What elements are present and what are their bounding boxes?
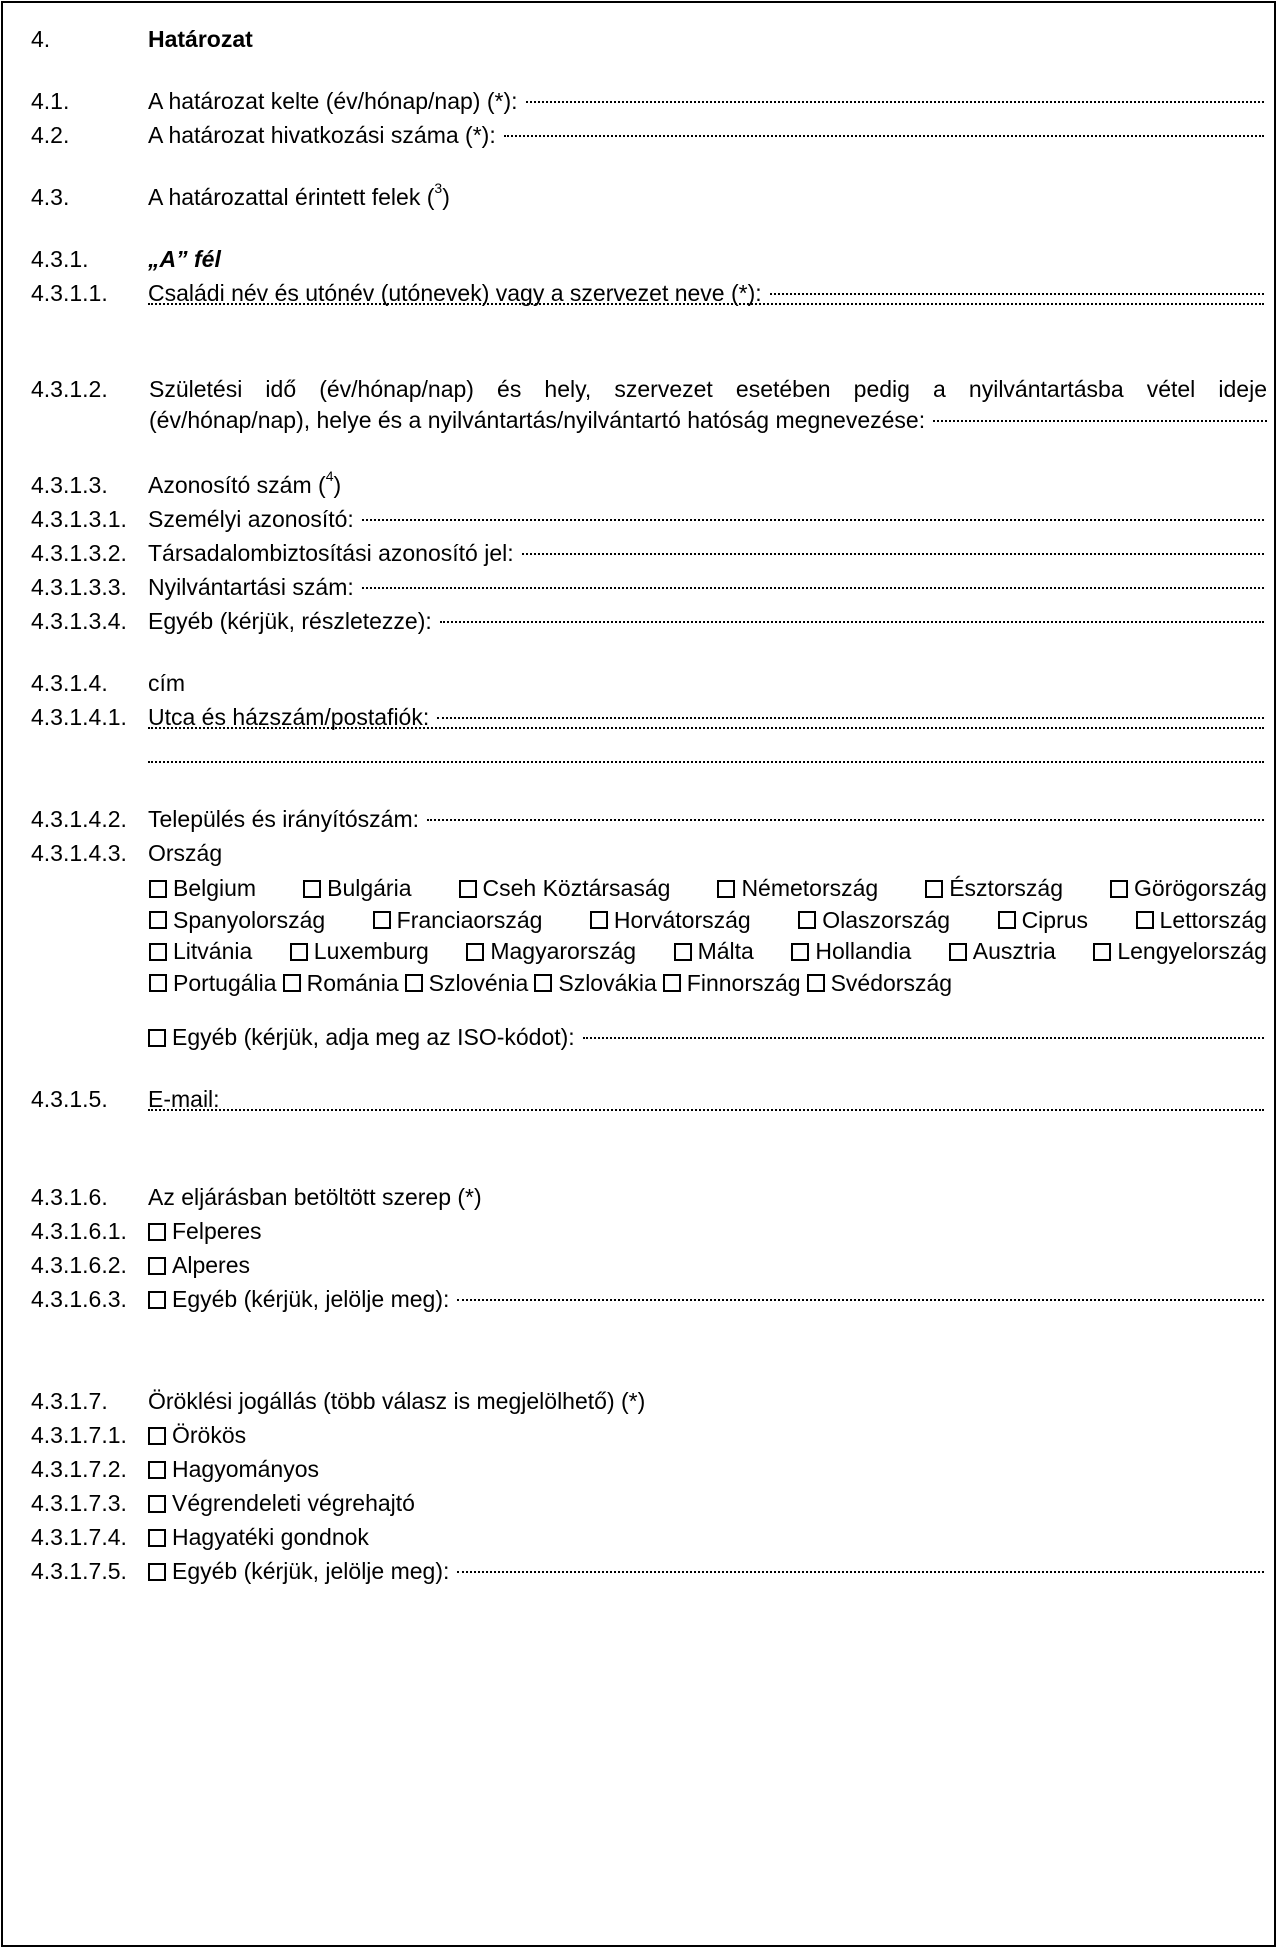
country-checkbox[interactable] (534, 974, 552, 992)
country-label: Horvátország (613, 906, 751, 933)
name-label: Családi név és utónév (utónevek) vagy a szervezet neve (*): (148, 280, 762, 306)
name-field[interactable] (770, 293, 1264, 295)
country-option[interactable] (149, 936, 252, 968)
row-number: 4.3. (31, 184, 70, 210)
country-checkbox[interactable] (373, 911, 391, 929)
decision-date-field[interactable] (526, 101, 1265, 103)
parties-heading (3, 179, 1274, 215)
row-number: 4.3.1.3. (31, 472, 108, 498)
city-row (3, 801, 1274, 837)
street-field[interactable] (437, 717, 1264, 719)
social-security-field[interactable] (522, 553, 1264, 555)
country-option[interactable] (590, 905, 751, 937)
country-label: Litvánia (173, 938, 253, 964)
country-option[interactable] (405, 968, 529, 1000)
country-option[interactable] (149, 968, 277, 1000)
role-option-plaintiff (3, 1213, 1274, 1249)
row-number: 4.3.1.6.1. (31, 1218, 127, 1244)
section-number: 4. (31, 26, 51, 52)
heir-label: Örökös (172, 1422, 247, 1448)
id-number-label: Azonosító szám ($^4$) (148, 468, 342, 498)
country-label: Svédország (830, 969, 953, 996)
country-label: Észtország (949, 875, 1063, 901)
row-number: 4.3.1.2. (31, 376, 108, 402)
country-checkbox[interactable] (290, 943, 308, 961)
country-checkbox[interactable] (149, 880, 167, 898)
party-a-title: „A” fél (148, 246, 221, 272)
country-option[interactable] (807, 968, 952, 1000)
country-other-checkbox[interactable] (148, 1029, 166, 1047)
country-label: Lettország (1159, 906, 1267, 933)
country-checkbox[interactable] (303, 880, 321, 898)
country-label: Bulgária (327, 875, 412, 901)
row-number: 4.3.1.6. (31, 1184, 108, 1210)
country-checkbox[interactable] (149, 943, 167, 961)
parties-label: A határozattal érintett felek ($^3$) (148, 180, 450, 210)
inheritance-other-checkbox[interactable] (148, 1563, 166, 1581)
inheritance-heading (3, 1383, 1274, 1419)
personal-id-row (3, 501, 1274, 537)
decision-ref-field[interactable] (504, 135, 1264, 137)
country-checkbox[interactable] (798, 911, 816, 929)
row-number: 4.3.1.3.4. (31, 608, 127, 634)
row-number: 4.3.1.3.3. (31, 574, 127, 600)
country-row (149, 968, 1267, 1000)
country-label: Ciprus (1021, 906, 1089, 933)
country-option[interactable] (466, 936, 636, 968)
street-field-line-2[interactable] (148, 727, 1264, 729)
administrator-checkbox[interactable] (148, 1529, 166, 1547)
country-row (149, 873, 1267, 905)
country-label: Németország (741, 875, 879, 901)
other-id-label: Egyéb (kérjük, részletezze): (148, 608, 432, 634)
country-label: Szlovénia (428, 969, 529, 996)
country-option[interactable] (949, 936, 1056, 968)
inheritance-other-field[interactable] (457, 1571, 1264, 1573)
country-checkbox[interactable] (1093, 943, 1111, 961)
row-number: 4.3.1.3.2. (31, 540, 127, 566)
country-label: Spanyolország (173, 906, 326, 933)
address-heading (3, 665, 1274, 701)
country-option[interactable] (149, 905, 325, 937)
country-option[interactable] (283, 968, 399, 1000)
country-label: Ausztria (972, 938, 1056, 964)
street-field-line-3[interactable] (148, 761, 1264, 763)
row-number: 4.3.1.6.3. (31, 1286, 127, 1312)
country-row (149, 905, 1267, 937)
row-number: 4.3.1.7. (31, 1388, 108, 1414)
email-field[interactable] (148, 1109, 1264, 1111)
row-number: 4.2. (31, 122, 70, 148)
city-field[interactable] (427, 819, 1264, 821)
decision-ref-row (3, 117, 1274, 153)
name-row-continuation (3, 309, 1274, 345)
inheritance-option-administrator (3, 1519, 1274, 1555)
inheritance-label: Öröklési jogállás (több válasz is megjelölhető) (*) (148, 1388, 646, 1414)
decision-form (1, 1, 1276, 1947)
birth-label-line-1: Születési idő (év/hónap/nap) és hely, szervezet esetében pedig a nyilvántartásba vétel ideje (149, 376, 1267, 402)
row-number: 4.3.1.4.3. (31, 840, 127, 866)
legatee-label: Hagyományos (172, 1456, 320, 1482)
social-security-label: Társadalombiztosítási azonosító jel: (148, 540, 514, 566)
country-checkbox[interactable] (466, 943, 484, 961)
country-label: Románia (306, 969, 399, 996)
email-heading (3, 1081, 1274, 1117)
city-label: Település és irányítószám: (148, 806, 420, 832)
decision-date-row (3, 83, 1274, 119)
country-option[interactable] (1110, 873, 1267, 905)
country-label: Franciaország (396, 906, 543, 933)
address-label: cím (148, 670, 186, 696)
name-row (3, 275, 1274, 311)
country-label: Málta (697, 938, 754, 964)
country-option[interactable] (663, 968, 801, 1000)
country-heading (3, 835, 1274, 871)
role-option-defendant (3, 1247, 1274, 1283)
registration-number-row (3, 569, 1274, 605)
inheritance-option-executor (3, 1485, 1274, 1521)
plaintiff-checkbox[interactable] (148, 1223, 166, 1241)
row-number: 4.3.1.4.1. (31, 704, 127, 730)
heir-checkbox[interactable] (148, 1427, 166, 1445)
country-checkbox[interactable] (925, 880, 943, 898)
other-id-field[interactable] (440, 621, 1264, 623)
other-id-row (3, 603, 1274, 639)
decision-ref-label: A határozat hivatkozási száma (*): (148, 122, 496, 148)
row-number: 4.3.1.6.2. (31, 1252, 127, 1278)
country-checkbox[interactable] (405, 974, 423, 992)
country-checkbox[interactable] (283, 974, 301, 992)
party-a-heading (3, 241, 1274, 277)
row-number: 4.3.1.7.5. (31, 1558, 127, 1584)
street-row-continuation (3, 733, 1274, 769)
executor-label: Végrendeleti végrehajtó (172, 1490, 415, 1516)
role-other-checkbox[interactable] (148, 1291, 166, 1309)
country-checkbox[interactable] (149, 974, 167, 992)
country-label: Olaszország (822, 906, 951, 933)
country-checkbox[interactable] (717, 880, 735, 898)
registration-number-field[interactable] (362, 587, 1264, 589)
country-checkbox[interactable] (807, 974, 825, 992)
decision-date-label: A határozat kelte (év/hónap/nap) (*): (148, 88, 518, 114)
role-other-field[interactable] (457, 1299, 1264, 1301)
row-number: 4.3.1.4. (31, 670, 108, 696)
country-label: Finnország (686, 969, 801, 996)
country-label: Hollandia (815, 938, 912, 964)
inheritance-option-heir (3, 1417, 1274, 1453)
country-checkbox[interactable] (149, 911, 167, 929)
executor-checkbox[interactable] (148, 1495, 166, 1513)
country-option[interactable] (798, 905, 950, 937)
country-option[interactable] (373, 905, 543, 937)
country-row (149, 936, 1267, 968)
country-checkbox[interactable] (459, 880, 477, 898)
personal-id-field[interactable] (362, 519, 1264, 521)
country-checkbox[interactable] (998, 911, 1016, 929)
country-option[interactable] (149, 873, 256, 905)
country-other-label: Egyéb (kérjük, adja meg az ISO-kódot): (148, 1019, 575, 1055)
role-other-label: Egyéb (kérjük, jelölje meg): (172, 1286, 450, 1312)
role-label: Az eljárásban betöltött szerep (*) (148, 1184, 482, 1210)
country-option[interactable] (290, 936, 429, 968)
row-number: 4.3.1.3.1. (31, 506, 127, 532)
country-checkbox[interactable] (663, 974, 681, 992)
country-option[interactable] (925, 873, 1063, 905)
row-number: 4.3.1.4.2. (31, 806, 127, 832)
inheritance-option-legatee (3, 1451, 1274, 1487)
country-option[interactable] (303, 873, 411, 905)
country-checkbox[interactable] (949, 943, 967, 961)
country-checkbox[interactable] (1136, 911, 1154, 929)
name-field-line-2[interactable] (148, 303, 1264, 305)
defendant-label: Alperes (172, 1252, 250, 1278)
section-title: Határozat (148, 26, 253, 52)
country-option[interactable] (674, 936, 754, 968)
row-number: 4.3.1. (31, 246, 89, 272)
row-number: 4.3.1.7.2. (31, 1456, 127, 1482)
registration-number-label: Nyilvántartási szám: (148, 574, 354, 600)
section-heading (3, 21, 1274, 57)
country-checkbox[interactable] (1110, 880, 1128, 898)
country-option[interactable] (534, 968, 656, 1000)
country-option[interactable] (717, 873, 878, 905)
footnote-ref: 3 (434, 180, 443, 196)
street-row (3, 699, 1274, 735)
legatee-checkbox[interactable] (148, 1461, 166, 1479)
row-number: 4.1. (31, 88, 70, 114)
country-option[interactable] (791, 936, 911, 968)
country-other-field[interactable] (583, 1037, 1264, 1039)
row-number: 4.3.1.1. (31, 280, 108, 306)
plaintiff-label: Felperes (172, 1218, 262, 1244)
country-option[interactable] (998, 905, 1088, 937)
country-label: Szlovákia (558, 969, 657, 996)
country-checkbox[interactable] (590, 911, 608, 929)
country-option[interactable] (459, 873, 671, 905)
id-number-heading (3, 467, 1274, 503)
role-heading (3, 1179, 1274, 1215)
country-checkbox-group (149, 873, 1267, 999)
social-security-row (3, 535, 1274, 571)
country-label: Cseh Köztársaság (482, 875, 671, 901)
street-label: Utca és házszám/postafiók: (148, 704, 430, 730)
country-label: Luxemburg (313, 938, 429, 964)
country-label: Magyarország (490, 938, 637, 964)
birth-paragraph (149, 374, 1267, 436)
birth-label-line-2: (év/hónap/nap), helye és a nyilvántartás/nyilvántartó hatóság megnevezése: (149, 407, 926, 433)
role-option-other (3, 1281, 1274, 1317)
row-number: 4.3.1.7.3. (31, 1490, 127, 1516)
footnote-ref: 4 (325, 468, 334, 484)
country-option[interactable] (1136, 905, 1267, 937)
row-number: 4.3.1.7.1. (31, 1422, 127, 1448)
defendant-checkbox[interactable] (148, 1257, 166, 1275)
country-checkbox[interactable] (674, 943, 692, 961)
email-label: E-mail: (148, 1086, 220, 1112)
email-row (3, 1115, 1274, 1151)
country-checkbox[interactable] (791, 943, 809, 961)
country-label: Görögország (1133, 875, 1267, 901)
country-other-row (3, 1019, 1274, 1055)
row-number: 4.3.1.7.4. (31, 1524, 127, 1550)
country-label: Belgium (173, 875, 257, 901)
country-label: Ország (148, 840, 223, 866)
row-number: 4.3.1.5. (31, 1086, 108, 1112)
country-label: Portugália (173, 969, 277, 996)
street-row-continuation (3, 767, 1274, 803)
administrator-label: Hagyatéki gondnok (172, 1524, 369, 1550)
inheritance-other-label: Egyéb (kérjük, jelölje meg): (172, 1558, 450, 1584)
birth-field[interactable] (933, 420, 1267, 422)
personal-id-label: Személyi azonosító: (148, 506, 354, 532)
country-label: Lengyelország (1117, 938, 1267, 964)
inheritance-option-other (3, 1553, 1274, 1589)
country-option[interactable] (1093, 936, 1267, 968)
